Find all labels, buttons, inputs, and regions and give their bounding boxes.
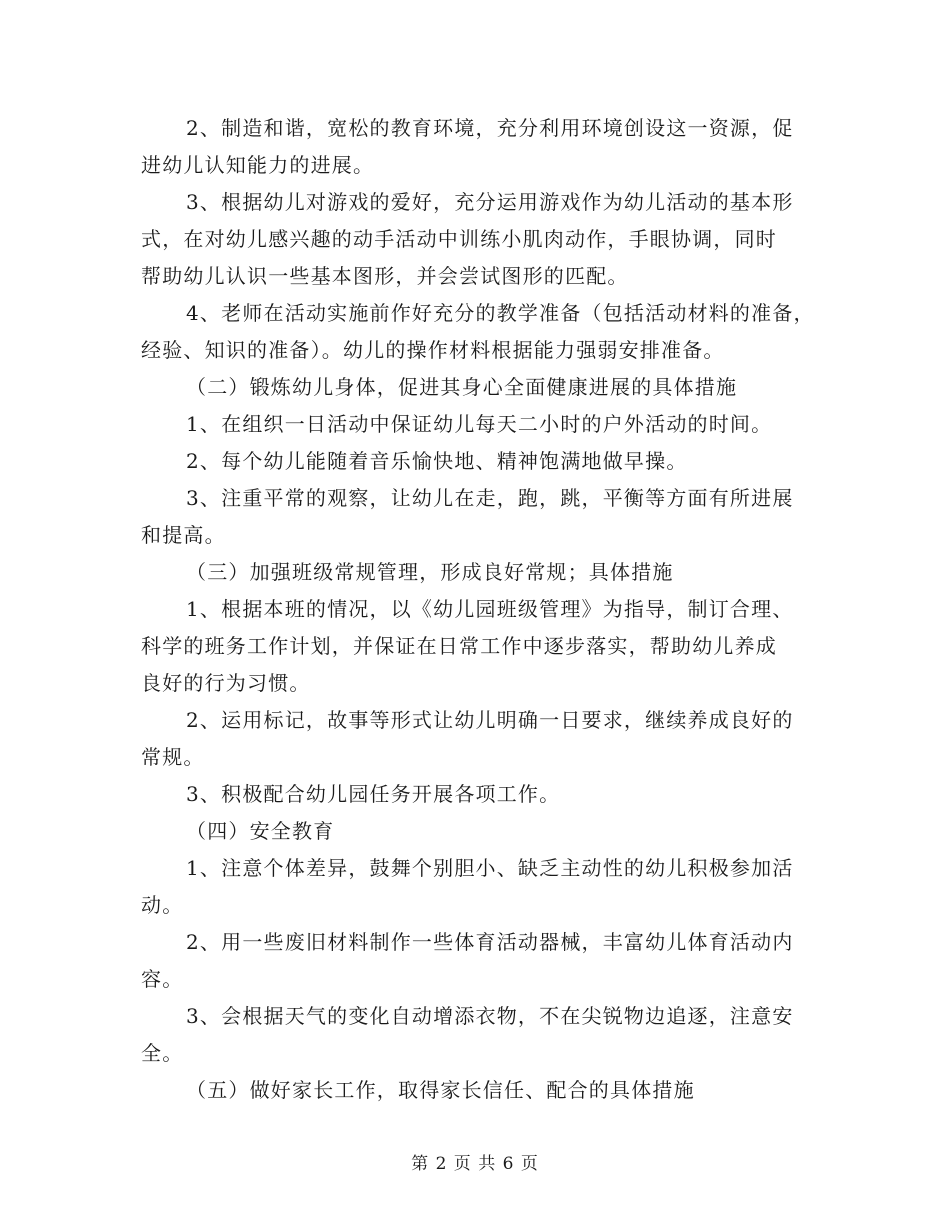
text-line: 进幼儿认知能力的进展。 — [141, 153, 375, 177]
text-line: 1、在组织一日活动中保证幼儿每天二小时的户外活动的时间。 — [186, 412, 773, 436]
text-line: 容。 — [141, 967, 184, 991]
text-line: 动。 — [141, 893, 184, 917]
text-line: 全。 — [141, 1041, 184, 1065]
text-line: 4、老师在活动实施前作好充分的教学准备（包括活动材料的准备， — [186, 301, 815, 325]
text-line: 3、注重平常的观察，让幼儿在走，跑，跳，平衡等方面有所进展 — [186, 486, 794, 510]
text-line: 2、每个幼儿能随着音乐愉快地、精神饱满地做早操。 — [186, 449, 688, 473]
text-line: 2、运用标记，故事等形式让幼儿明确一日要求，继续养成良好的 — [186, 708, 794, 732]
text-line: 和提高。 — [141, 523, 226, 547]
section-heading: （三）加强班级常规管理，形成良好常规；具体措施 — [186, 560, 674, 584]
text-line: 2、用一些废旧材料制作一些体育活动器械，丰富幼儿体育活动内 — [186, 930, 794, 954]
text-line: 3、会根据天气的变化自动增添衣物，不在尖锐物边追逐，注意安 — [186, 1004, 794, 1028]
text-line: 2、制造和谐，宽松的教育环境，充分利用环境创设这一资源，促 — [186, 116, 794, 140]
text-line: 常规。 — [141, 745, 205, 769]
text-line: 式，在对幼儿感兴趣的动手活动中训练小肌肉动作，手眼协调，同时 — [141, 227, 777, 251]
text-line: 1、根据本班的情况，以《幼儿园班级管理》为指导，制订合理、 — [186, 597, 794, 621]
section-heading: （五）做好家长工作，取得家长信任、配合的具体措施 — [186, 1078, 695, 1102]
text-line: 3、积极配合幼儿园任务开展各项工作。 — [186, 782, 561, 806]
text-line: 1、注意个体差异，鼓舞个别胆小、缺乏主动性的幼儿积极参加活 — [186, 856, 794, 880]
section-heading: （二）锻炼幼儿身体，促进其身心全面健康进展的具体措施 — [186, 375, 738, 399]
text-line: 科学的班务工作计划，并保证在日常工作中逐步落实，帮助幼儿养成 — [141, 634, 777, 658]
text-line: 帮助幼儿认识一些基本图形，并会尝试图形的匹配。 — [141, 264, 629, 288]
text-line: 经验、知识的准备）。幼儿的操作材料根据能力强弱安排准备。 — [141, 338, 725, 362]
text-line: 3、根据幼儿对游戏的爱好，充分运用游戏作为幼儿活动的基本形 — [186, 190, 794, 214]
text-line: 良好的行为习惯。 — [141, 671, 311, 695]
page-number-footer: 第 2 页 共 6 页 — [411, 1154, 539, 1174]
section-heading: （四）安全教育 — [186, 819, 335, 843]
